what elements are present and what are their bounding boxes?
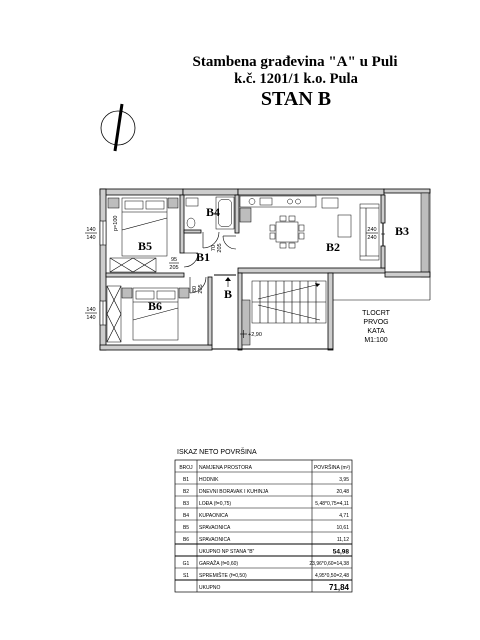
row-use: SPREMIŠTE (f=0,50) bbox=[199, 573, 247, 579]
dim-door-b3-width: 240 bbox=[367, 227, 377, 233]
plan-caption-line1: TLOCRT bbox=[362, 310, 390, 317]
door-b2 bbox=[223, 236, 236, 249]
wall-top-b2 bbox=[238, 189, 384, 195]
coffee-table bbox=[338, 215, 351, 237]
washbasin bbox=[186, 198, 198, 206]
wall-bottom-b3 bbox=[385, 272, 430, 277]
table-row bbox=[183, 537, 349, 543]
entrance-label: B bbox=[223, 287, 233, 301]
wall-stair-left bbox=[238, 273, 242, 350]
row-area: 11,12 bbox=[336, 537, 349, 543]
nightstand bbox=[179, 288, 189, 298]
row-no: B5 bbox=[182, 525, 190, 531]
table-row bbox=[183, 489, 349, 495]
building-title: Stambena građevina "A" u Puli bbox=[192, 54, 398, 70]
row-area: 3,95 bbox=[339, 477, 349, 483]
wall-b2-b3-lower bbox=[381, 246, 385, 268]
dim-door-b5-height: 205 bbox=[169, 265, 179, 271]
row-use: SPAVAONICA bbox=[199, 525, 231, 531]
row-area: 23,96*0,60=14,38 bbox=[309, 561, 349, 567]
loggia-railing bbox=[421, 193, 429, 277]
row-no: B2 bbox=[182, 489, 190, 495]
room-label-b2: B2 bbox=[325, 240, 341, 254]
row-area: 71,84 bbox=[328, 583, 349, 592]
row-no: S1 bbox=[182, 573, 190, 579]
wall-b2-b3-upper bbox=[381, 195, 385, 223]
area-table bbox=[175, 447, 352, 592]
table-title: ISKAZ NETO POVRŠINA bbox=[177, 449, 257, 456]
dim-door-b6-height: 205 bbox=[198, 284, 204, 294]
row-area: 5,48*0,75=4,11 bbox=[315, 501, 349, 507]
room-label-b3: B3 bbox=[394, 224, 410, 238]
row-use: UKUPNO NP STANA "B" bbox=[199, 549, 255, 555]
wall-b4-b2 bbox=[235, 195, 239, 233]
row-area: 20,48 bbox=[336, 489, 349, 495]
wall-top-b4 bbox=[183, 189, 238, 195]
wall-b6-right bbox=[208, 277, 212, 345]
room-label-b5: B5 bbox=[137, 239, 153, 253]
plan-caption-scale: M1:100 bbox=[364, 337, 388, 344]
wardrobe-b6 bbox=[107, 286, 121, 342]
row-use: HODNIK bbox=[199, 477, 219, 483]
level-label: +2,90 bbox=[248, 332, 262, 338]
wall-b5-b6 bbox=[106, 273, 184, 277]
row-area: 4,71 bbox=[339, 513, 349, 519]
entrance-arrow-icon bbox=[225, 277, 231, 287]
nightstand bbox=[108, 198, 119, 208]
table-row bbox=[183, 513, 349, 519]
dim-window-b5-width: 140 bbox=[86, 227, 96, 233]
window-b5 bbox=[100, 221, 106, 245]
row-no: B1 bbox=[182, 477, 190, 483]
wall-top-b5 bbox=[100, 189, 183, 195]
header-use: NAMJENA PROSTORA bbox=[199, 465, 252, 471]
bed-b6 bbox=[133, 288, 178, 340]
room-label-b4: B4 bbox=[205, 205, 221, 219]
row-use: KUPAONICA bbox=[199, 513, 229, 519]
table-total-row bbox=[199, 583, 350, 592]
header-no: BROJ bbox=[179, 465, 193, 471]
row-no: B6 bbox=[182, 537, 190, 543]
wardrobe-b5 bbox=[110, 258, 156, 272]
plan-caption-line2: PRVOG bbox=[363, 319, 389, 326]
kitchen-counter bbox=[240, 196, 316, 207]
dim-window-b5-height: 140 bbox=[86, 235, 96, 241]
tv-cabinet bbox=[322, 198, 338, 208]
nightstand bbox=[168, 198, 178, 208]
dim-door-b4-height: 205 bbox=[217, 243, 223, 253]
dim-door-b6-width: 80 bbox=[192, 285, 198, 293]
wall-stair-right bbox=[328, 273, 333, 350]
dim-window-b6-width: 140 bbox=[86, 307, 96, 313]
dining-table bbox=[270, 216, 304, 248]
table-row bbox=[183, 501, 349, 507]
row-use: LOĐA (f=0,75) bbox=[199, 501, 232, 507]
wall-b2-bottom bbox=[238, 268, 385, 273]
table-subtotal-row bbox=[199, 549, 349, 556]
row-no: B3 bbox=[182, 501, 190, 507]
dim-door-b4-width: 70 bbox=[211, 244, 217, 252]
row-area: 54,98 bbox=[332, 548, 349, 556]
wall-left bbox=[100, 189, 106, 350]
floor-plan bbox=[85, 189, 430, 350]
row-area: 4,95*0,50=2,48 bbox=[314, 573, 349, 579]
dim-door-b5-width: 95 bbox=[170, 257, 178, 263]
wall-top-b3 bbox=[384, 189, 430, 193]
row-use: GARAŽA (f=0,60) bbox=[199, 561, 239, 567]
table-row bbox=[183, 477, 349, 483]
room-label-b1: B1 bbox=[195, 250, 211, 264]
table-row bbox=[183, 525, 349, 531]
window-b6 bbox=[100, 301, 106, 325]
table-row bbox=[183, 559, 350, 567]
wall-bottom-b6 bbox=[100, 345, 212, 350]
plan-caption-line3: KATA bbox=[367, 328, 385, 335]
parcel-title: k.č. 1201/1 k.o. Pula bbox=[234, 71, 358, 87]
wall-b5-b1 bbox=[180, 195, 184, 253]
table-header bbox=[179, 464, 350, 471]
dim-sill-b5: p=100 bbox=[113, 215, 119, 231]
fridge bbox=[240, 208, 251, 222]
wall-b4-b1 bbox=[184, 230, 201, 233]
unit-title: STAN B bbox=[260, 88, 332, 110]
dim-door-b3-height: 240 bbox=[367, 235, 377, 241]
row-use: UKUPNO bbox=[199, 585, 221, 591]
door-b3 bbox=[381, 223, 385, 246]
row-no: B4 bbox=[182, 513, 190, 519]
row-no: G1 bbox=[182, 561, 190, 567]
dim-window-b6-height: 140 bbox=[86, 315, 96, 321]
row-area: 10,61 bbox=[336, 525, 349, 531]
row-use: DNEVNI BORAVAK I KUHINJA bbox=[199, 489, 269, 495]
row-use: SPAVAONICA bbox=[199, 537, 231, 543]
title-block bbox=[192, 54, 397, 110]
room-label-b6: B6 bbox=[147, 299, 163, 313]
toilet bbox=[187, 218, 195, 228]
header-area: POVRŠINA (m²) bbox=[313, 465, 351, 471]
north-arrow-icon bbox=[101, 104, 135, 151]
nightstand bbox=[122, 288, 132, 298]
table-row bbox=[183, 572, 349, 579]
